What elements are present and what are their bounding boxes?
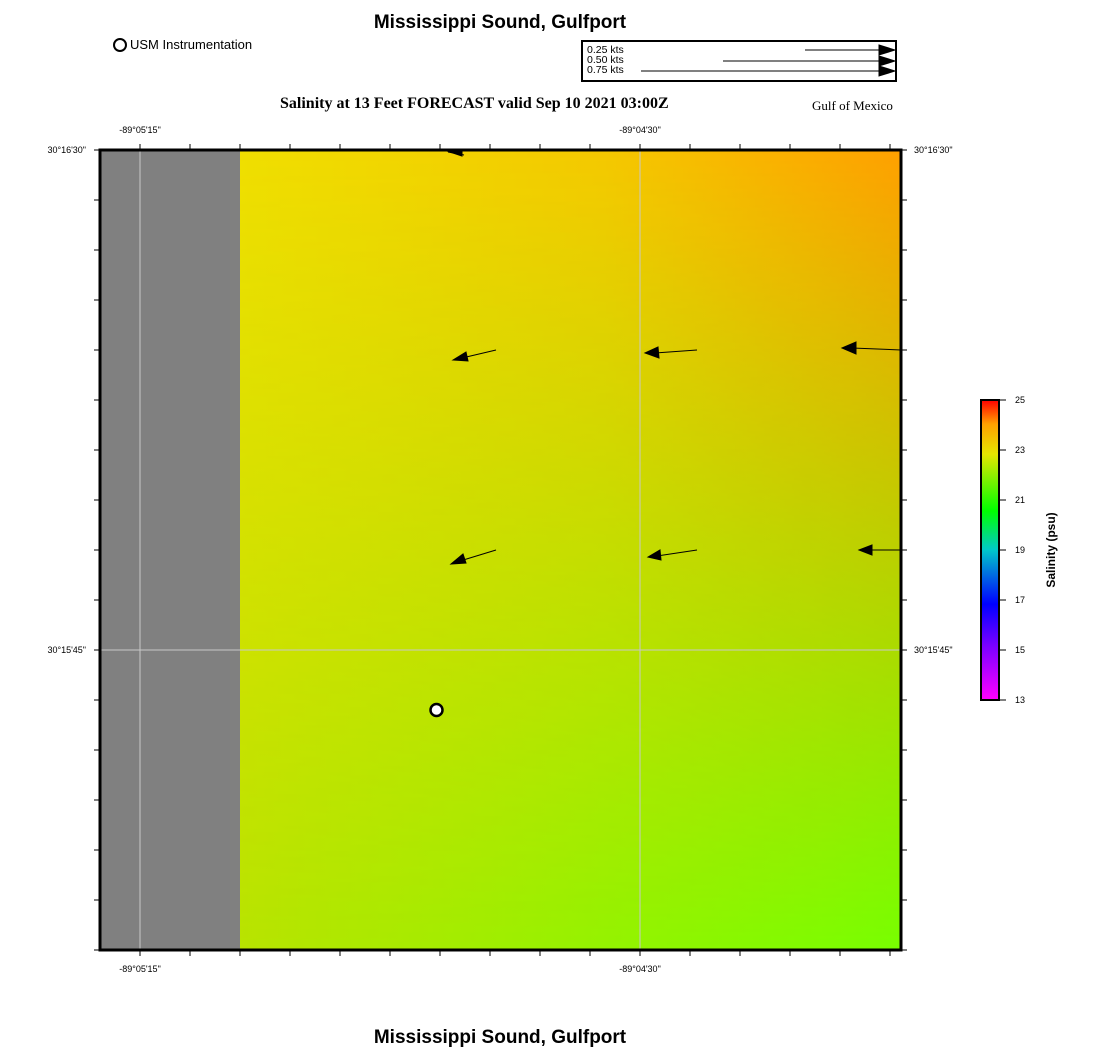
scale-label-075: 0.75 kts — [587, 64, 624, 76]
colorbar-tick: 25 — [1015, 395, 1026, 405]
colorbar-tick: 13 — [1015, 695, 1026, 705]
colorbar-tick: 21 — [1015, 495, 1026, 505]
top-lon-label-2: -89°04'30" — [619, 125, 661, 135]
colorbar-title: Salinity (psu) — [1044, 512, 1058, 588]
bottom-lon-label-1: -89°05'15" — [119, 964, 161, 974]
colorbar-tick: 15 — [1015, 645, 1026, 655]
top-lon-label-1: -89°05'15" — [119, 125, 161, 135]
map-title: Mississippi Sound, Gulfport — [373, 12, 627, 33]
left-lat-label-2: 30°15'45" — [47, 645, 86, 655]
colorbar-tick: 23 — [1015, 445, 1026, 455]
bottom-lon-label-2: -89°04'30" — [619, 964, 661, 974]
right-lat-label-1: 30°16'30" — [914, 145, 953, 155]
usm-station-marker[interactable] — [431, 704, 443, 716]
land-area — [100, 150, 240, 950]
scale-label-050: 0.50 kts — [587, 54, 624, 66]
colorbar-scale — [981, 400, 999, 700]
salinity-colorbar — [981, 395, 1058, 705]
scale-label-025: 0.25 kts — [587, 44, 624, 56]
right-lat-label-2: 30°15'45" — [914, 645, 953, 655]
water-area-overlay — [240, 150, 901, 950]
colorbar-tick: 19 — [1015, 545, 1026, 555]
region-label: Gulf of Mexico — [812, 98, 893, 113]
colorbar-tick: 17 — [1015, 595, 1026, 605]
footer-title: Mississippi Sound, Gulfport — [373, 1027, 627, 1048]
station-legend-label: USM Instrumentation — [130, 37, 253, 52]
left-lat-label-1: 30°16'30" — [47, 145, 86, 155]
forecast-subtitle: Salinity at 13 Feet FORECAST valid Sep 10 2021 03:00Z — [280, 95, 669, 112]
